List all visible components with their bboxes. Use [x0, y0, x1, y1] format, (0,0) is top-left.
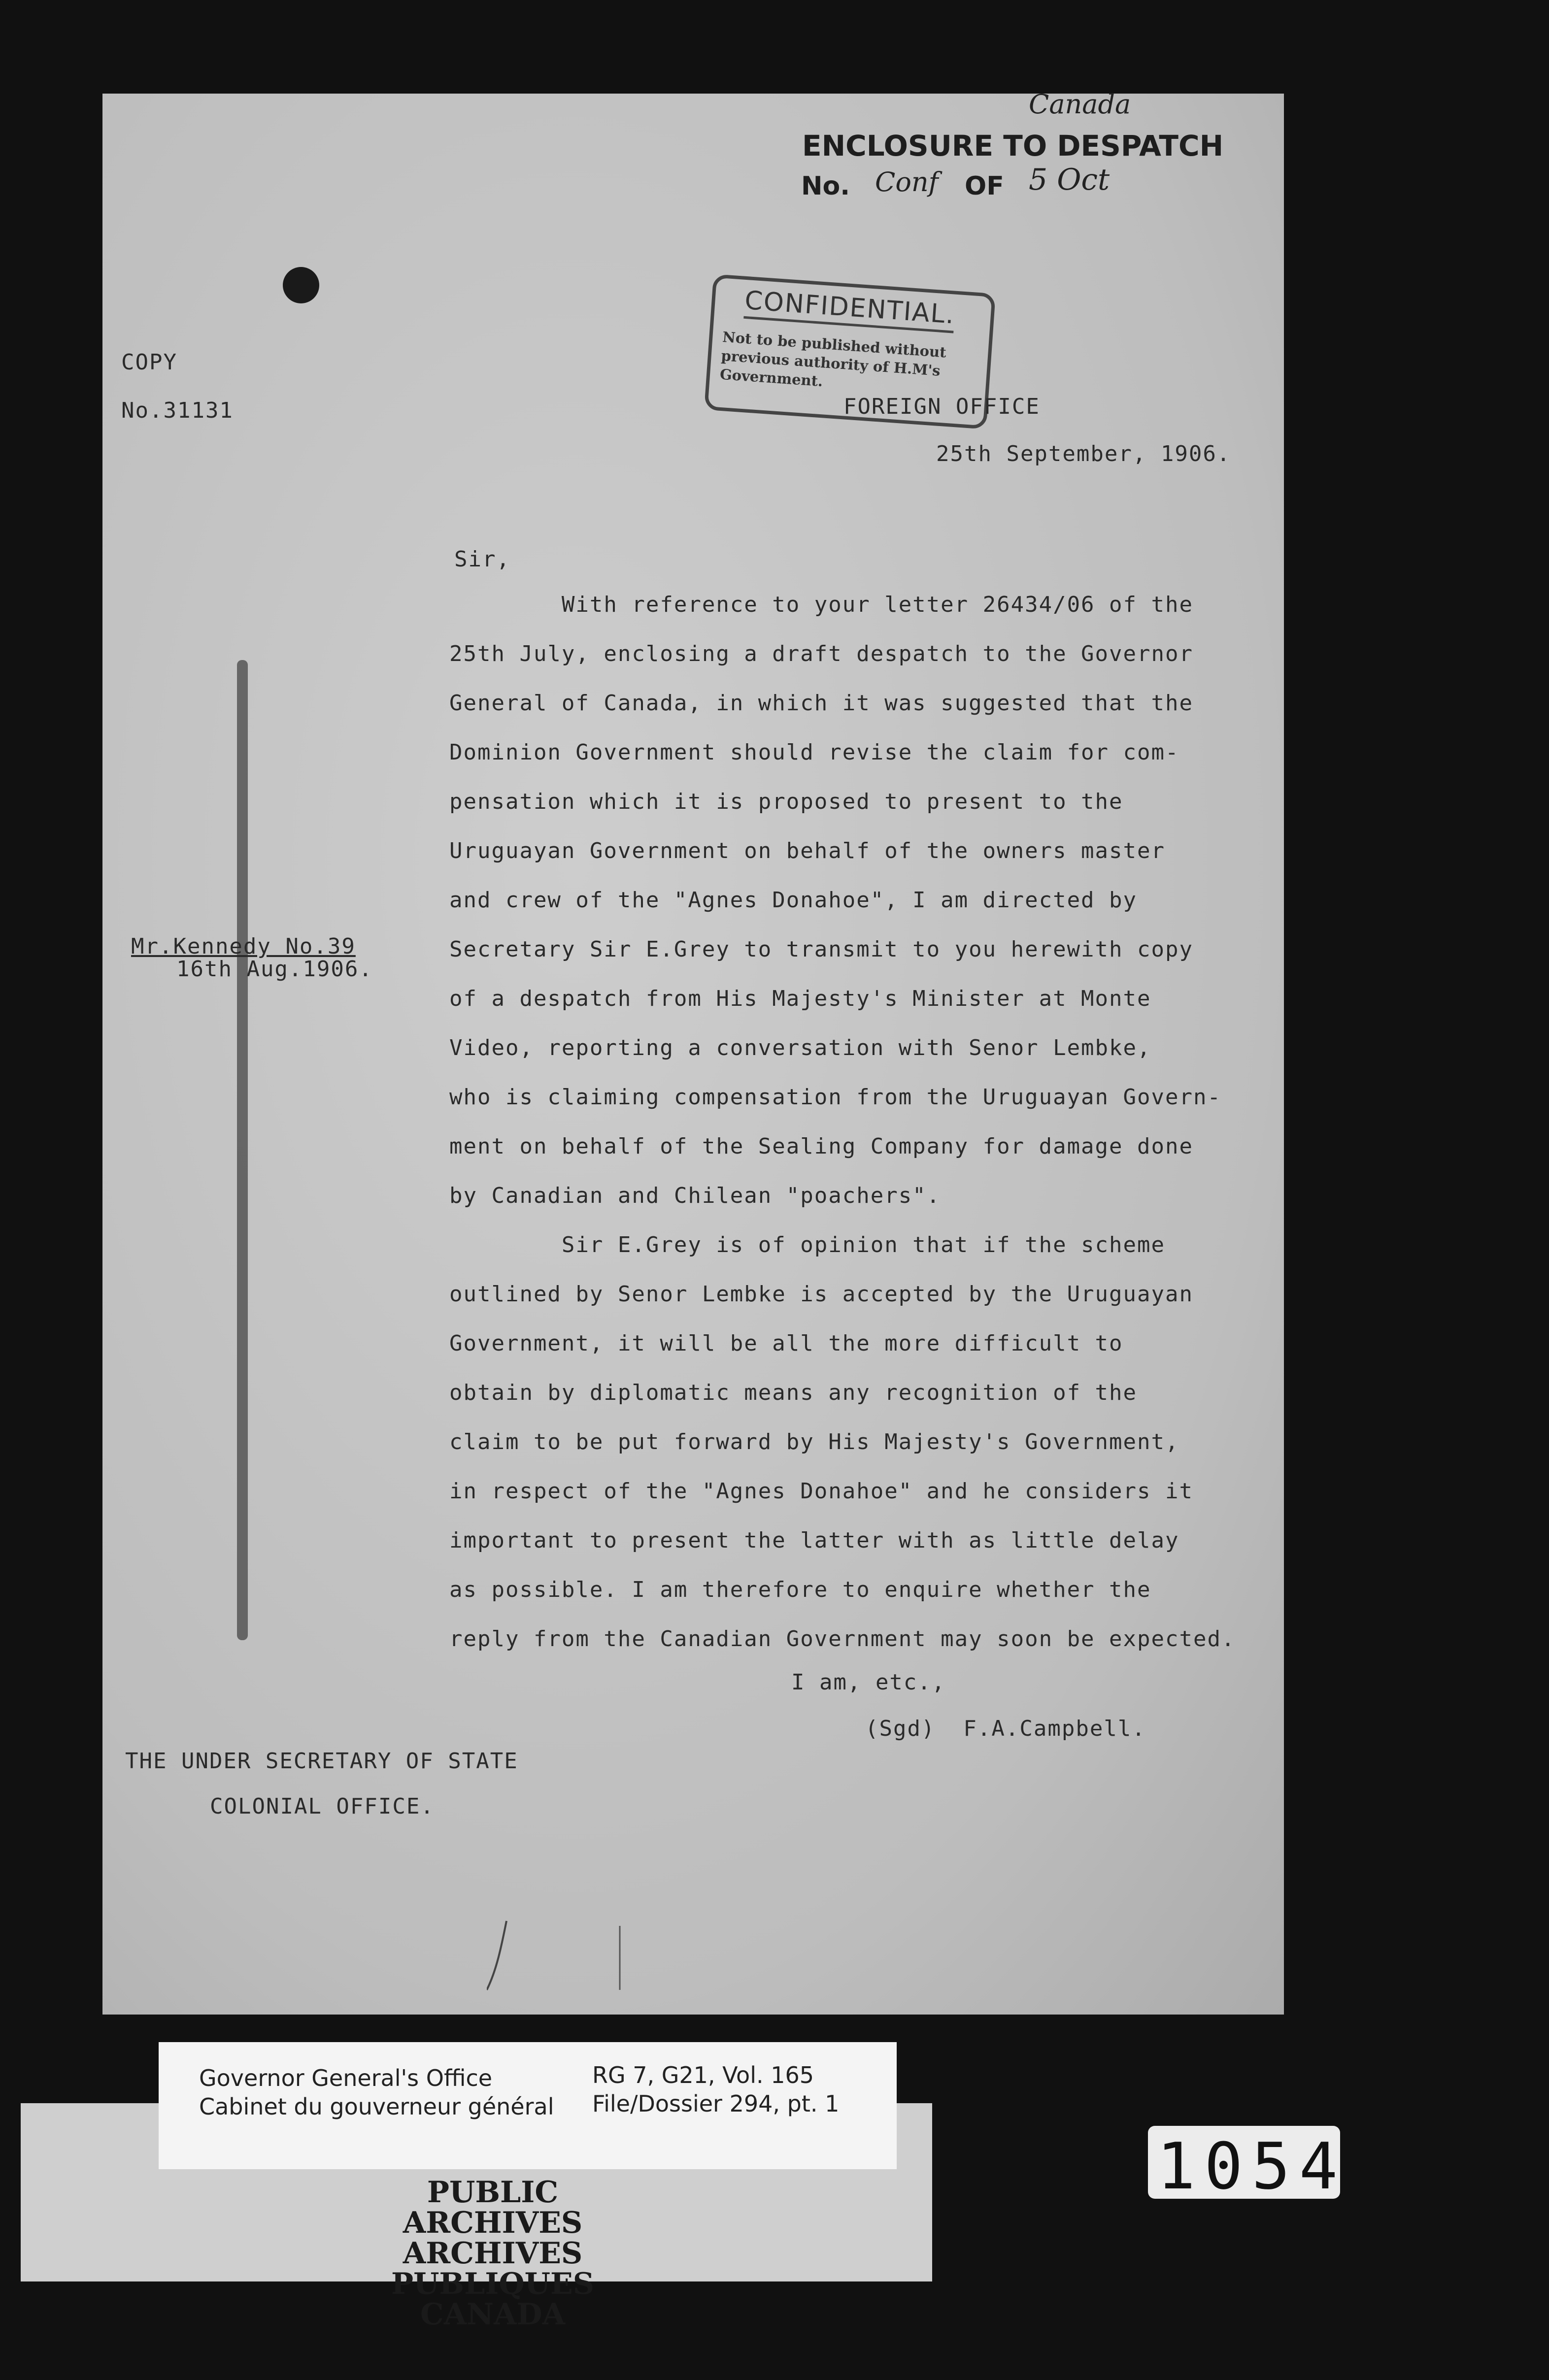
margin-note-line1: Mr.Kennedy No.39 [131, 934, 356, 959]
letter-line: and crew of the "Agnes Donahoe", I am directed by [449, 888, 1138, 913]
handwritten-country: Canada [1029, 89, 1131, 120]
archive-ref: RG 7, G21, Vol. 165 [592, 2062, 814, 2088]
stamp-title: CONFIDENTIAL. [743, 286, 956, 333]
addressee-line2: COLONIAL OFFICE. [210, 1794, 435, 1819]
enclosure-no-label: No. [801, 171, 850, 201]
archive-file: File/Dossier 294, pt. 1 [592, 2090, 840, 2117]
letter-line: by Canadian and Chilean "poachers". [449, 1183, 941, 1208]
letter-line: Government, it will be all the more difficult to [449, 1331, 1123, 1356]
handwritten-no: Conf [875, 166, 939, 198]
archives-name [340, 2177, 645, 2330]
handwritten-of: 5 Oct [1029, 163, 1110, 197]
letter-line: Dominion Government should revise the claim for com- [449, 740, 1179, 765]
salutation: Sir, [454, 547, 510, 572]
office-en: Governor General's Office [199, 2065, 493, 2091]
frame-number: 1054 [1157, 2129, 1347, 2204]
letter-line: pensation which it is proposed to present to the [449, 789, 1123, 814]
letter-line: important to present the latter with as little delay [449, 1528, 1179, 1553]
letter-line: who is claiming compensation from the Uruguayan Govern- [449, 1085, 1221, 1110]
addressee-line1: THE UNDER SECRETARY OF STATE [125, 1749, 518, 1774]
letter-line: ment on behalf of the Sealing Company for damage done [449, 1134, 1193, 1159]
archives-line2: ARCHIVES PUBLIQUES [391, 2236, 595, 2301]
copy-label: COPY [121, 350, 177, 375]
reference-number: No.31131 [121, 398, 234, 423]
letter-line: Uruguayan Government on behalf of the owners master [449, 838, 1166, 863]
archive-label-card [159, 2042, 897, 2169]
margin-binding-line [237, 660, 248, 1640]
document-page [102, 89, 1284, 2015]
letter-line: outlined by Senor Lembke is accepted by the Uruguayan [449, 1282, 1193, 1307]
letter-line: reply from the Canadian Government may soon be expected. [449, 1626, 1236, 1652]
office-name: FOREIGN OFFICE [843, 394, 1040, 419]
letter-line: as possible. I am therefore to enquire whether the [449, 1577, 1151, 1602]
frame-number-card [1148, 2126, 1347, 2204]
letter-line: obtain by diplomatic means any recognition of the [449, 1380, 1138, 1405]
archives-line3: CANADA [420, 2297, 566, 2332]
letter-line: General of Canada, in which it was suggested that the [449, 691, 1193, 716]
letter-line: Video, reporting a conversation with Senor Lembke, [449, 1035, 1151, 1060]
letter-line: 25th July, enclosing a draft despatch to the Governor [449, 641, 1193, 666]
letter-line: Sir E.Grey is of opinion that if the scheme [449, 1232, 1166, 1257]
letter-line: claim to be put forward by His Majesty's Government, [449, 1429, 1179, 1454]
stamp-text: Not to be published without previous authority of H.M's Government. [719, 328, 947, 390]
punch-hole [283, 267, 319, 303]
letter-line: in respect of the "Agnes Donahoe" and he considers it [449, 1479, 1193, 1504]
letter-line: Secretary Sir E.Grey to transmit to you herewith copy [449, 937, 1193, 962]
letter-line: With reference to your letter 26434/06 of the [449, 592, 1193, 617]
closing: I am, etc., [791, 1670, 946, 1695]
letter-line: of a despatch from His Majesty's Minister at Monte [449, 986, 1151, 1011]
enclosure-title: ENCLOSURE TO DESPATCH [802, 129, 1224, 163]
enclosure-of-label: OF [965, 171, 1004, 201]
margin-note-line2: 16th Aug.1906. [176, 957, 373, 982]
archives-line1: PUBLIC ARCHIVES [403, 2175, 583, 2240]
letter-date: 25th September, 1906. [936, 441, 1231, 466]
pencil-mark [487, 1916, 635, 1995]
signature: (Sgd) F.A.Campbell. [865, 1716, 1146, 1741]
office-fr: Cabinet du gouverneur général [199, 2093, 554, 2120]
